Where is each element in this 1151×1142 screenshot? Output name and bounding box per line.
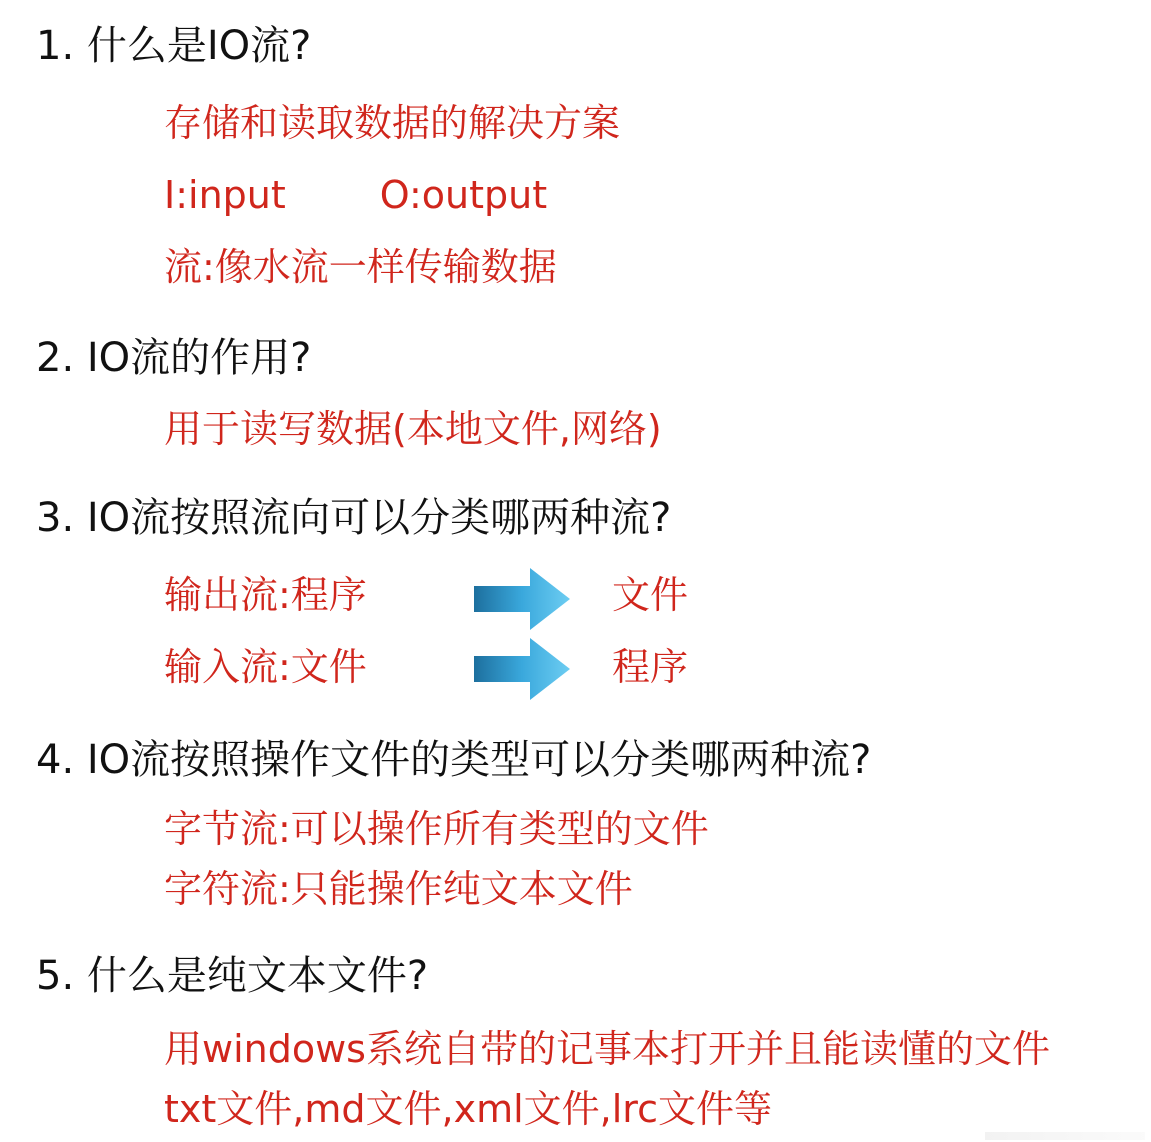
question-4-title: 4. IO流按照操作文件的类型可以分类哪两种流?	[36, 737, 872, 783]
q5-answer-definition: 用windows系统自带的记事本打开并且能读懂的文件	[164, 1027, 1050, 1071]
q3-output-stream-label: 输出流:程序	[164, 573, 367, 617]
q4-answer-char-stream: 字符流:只能操作纯文本文件	[164, 867, 633, 911]
question-5-title: 5. 什么是纯文本文件?	[36, 953, 429, 999]
question-1-title: 1. 什么是IO流?	[36, 23, 312, 69]
q3-input-stream-target: 程序	[612, 645, 689, 689]
q1-output-text: O:output	[379, 173, 548, 217]
q1-answer-definition: 存储和读取数据的解决方案	[164, 101, 621, 145]
q4-answer-byte-stream: 字节流:可以操作所有类型的文件	[164, 807, 709, 851]
right-arrow-icon	[474, 568, 570, 630]
q1-input-text: I:input	[164, 173, 286, 217]
question-3-title: 3. IO流按照流向可以分类哪两种流?	[36, 495, 672, 541]
q2-answer: 用于读写数据(本地文件,网络)	[164, 407, 662, 451]
q3-output-stream-target: 文件	[612, 573, 689, 617]
q1-answer-io-line	[164, 172, 547, 218]
q3-input-stream-label: 输入流:文件	[164, 645, 367, 689]
q5-answer-examples: txt文件,md文件,xml文件,lrc文件等	[164, 1087, 772, 1131]
watermark	[985, 1132, 1145, 1140]
right-arrow-icon	[474, 638, 570, 700]
question-2-title: 2. IO流的作用?	[36, 335, 312, 381]
q1-answer-flow: 流:像水流一样传输数据	[164, 245, 557, 289]
